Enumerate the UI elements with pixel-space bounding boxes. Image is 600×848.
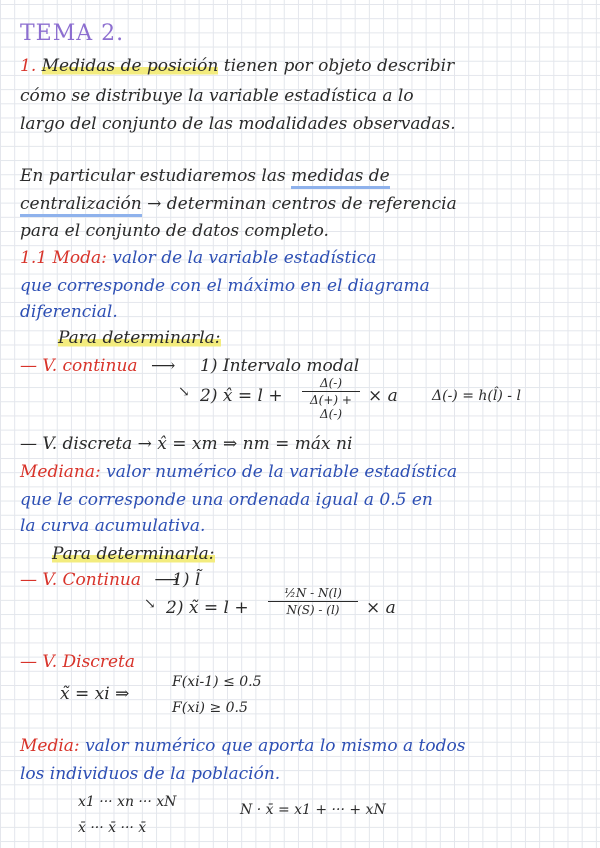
mediana-determinar-text: Para determinarla: <box>52 544 215 564</box>
particular-line-3: para el conjunto de datos completo. <box>20 221 329 241</box>
mediana-continua-label: — V. Continua <box>20 570 142 590</box>
mediana-term: Mediana: <box>20 462 101 482</box>
intro-line-2: cómo se distribuye la variable estadística a lo <box>20 86 414 106</box>
arrow-down-right-icon: ↘ <box>144 596 156 612</box>
intro-rest: tienen por objeto describir <box>223 56 455 76</box>
media-means-row: x̄ ··· x̄ ··· x̄ <box>78 820 147 836</box>
moda-heading <box>20 248 376 268</box>
moda-number: 1.1 <box>20 248 48 268</box>
media-def-line-2: los individuos de la población. <box>20 764 281 784</box>
arrow-right-icon: ⟶ <box>154 570 179 590</box>
moda-term: Moda: <box>52 248 107 268</box>
mediana-heading <box>20 462 457 482</box>
particular-line-1 <box>20 166 390 186</box>
page-title: TEMA 2. <box>20 21 125 46</box>
moda-step-2-fraction <box>302 376 360 421</box>
moda-def-line-2: que corresponde con el máximo en el diagrama <box>20 276 430 296</box>
moda-discreta: — V. discreta → x̂ = xm ⇒ nm = máx ni <box>20 434 353 454</box>
particular-text-1: En particular estudiaremos las <box>20 166 286 186</box>
arrow-right-icon: ⟶ <box>150 356 176 376</box>
mediana-def-line-2: que le corresponde una ordenada igual a 0.5 en <box>20 490 433 510</box>
mediana-def-line-3: la curva acumulativa. <box>20 516 206 536</box>
moda-determinar-text: Para determinarla: <box>58 328 221 348</box>
mediana-continua <box>20 570 179 590</box>
media-values-row: x1 ··· xn ··· xN <box>78 794 177 810</box>
mediana-step-2-fraction <box>268 586 358 617</box>
mediana-step-2-lhs: 2) x̃ = l + <box>166 598 249 618</box>
mediana-condition-1: F(xi-1) ≤ 0.5 <box>172 674 262 690</box>
intro-line-1 <box>20 56 454 76</box>
mediana-discreta-label: — V. Discreta <box>20 652 135 672</box>
mediana-def-1: valor numérico de la variable estadística <box>106 462 458 482</box>
particular-text-2: → determinan centros de referencia <box>147 194 457 214</box>
moda-step-2-denominator: Δ(+) + Δ(-) <box>310 393 352 421</box>
moda-step-2-lhs: 2) x̂ = l + <box>200 386 283 406</box>
moda-step-2-numerator: Δ(-) <box>302 376 360 392</box>
mediana-discreta <box>20 652 135 672</box>
particular-line-2 <box>20 194 457 214</box>
mediana-step-2-denominator: N(S) - (l) <box>286 603 340 617</box>
mediana-determinar <box>52 544 215 564</box>
intro-line-3: largo del conjunto de las modalidades observadas. <box>20 114 456 134</box>
mediana-step-2-tail: × a <box>366 598 396 618</box>
moda-determinar <box>58 328 221 348</box>
moda-def-1: valor de la variable estadística <box>112 248 377 268</box>
mediana-discreta-equation: x̃ = xi ⇒ <box>60 684 130 704</box>
particular-term-2: centralización <box>20 194 142 217</box>
media-term: Media: <box>20 736 80 756</box>
arrow-down-right-icon: ↘ <box>178 384 190 400</box>
intro-term: Medidas de posición <box>41 56 219 76</box>
mediana-step-1: 1) l̃ <box>172 570 201 590</box>
intro-number: 1. <box>20 56 37 76</box>
moda-step-2-tail: × a <box>368 386 398 406</box>
mediana-step-2-numerator: ½N - N(l) <box>268 586 358 602</box>
moda-def-line-3: diferencial. <box>20 302 118 322</box>
moda-delta-definition: Δ(-) = h(l̂) - l <box>432 388 521 404</box>
media-formula: N · x̄ = x1 + ··· + xN <box>240 802 386 818</box>
moda-step-1: 1) Intervalo modal <box>200 356 360 376</box>
particular-term-1: medidas de <box>291 166 390 189</box>
moda-continua-label: — V. continua <box>20 356 138 376</box>
moda-continua <box>20 356 175 376</box>
media-def-1: valor numérico que aporta lo mismo a todos <box>85 736 466 756</box>
mediana-condition-2: F(xi) ≥ 0.5 <box>172 700 248 716</box>
media-heading <box>20 736 465 756</box>
